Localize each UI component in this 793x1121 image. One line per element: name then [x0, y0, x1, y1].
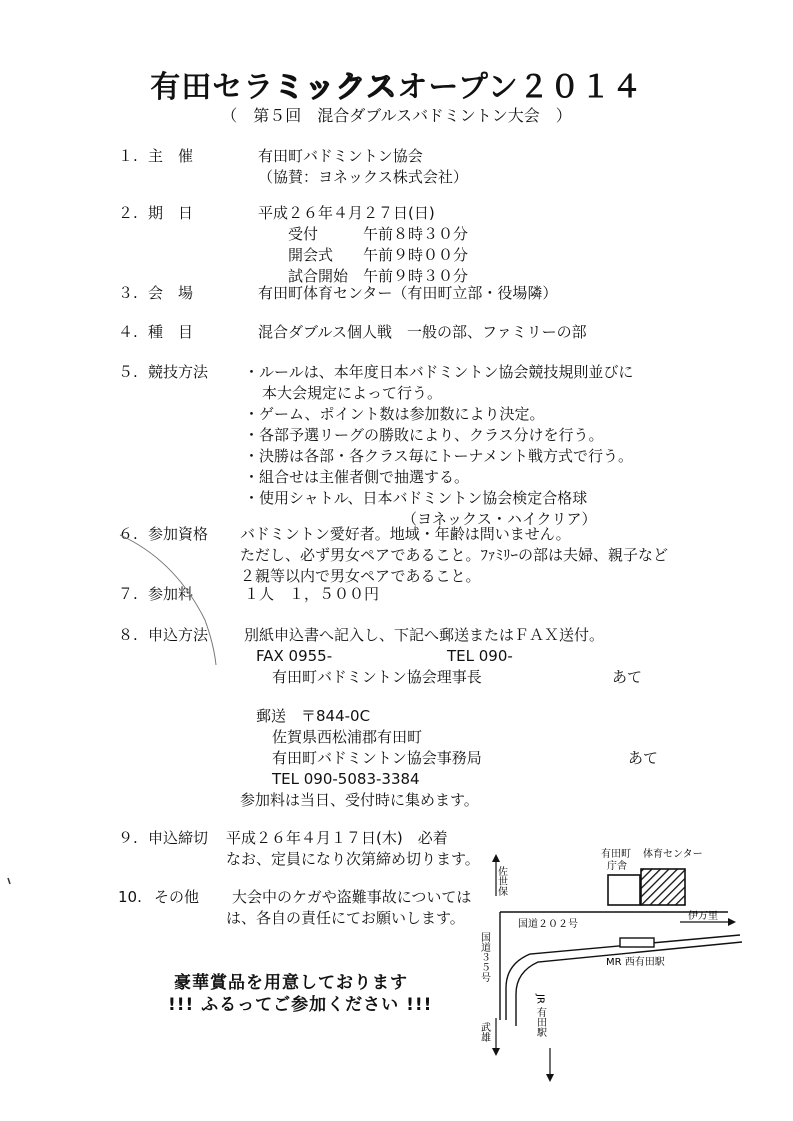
- item-5-line: ・組合せは主催者側で抽選する。: [244, 468, 470, 486]
- postal-line: 郵送 〒844-0C: [256, 707, 371, 725]
- item-3-line: 有田町体育センター（有田町立部・役場隣）: [258, 284, 558, 302]
- item-8-number: ８.: [118, 626, 138, 644]
- item-10-label: その他: [154, 888, 200, 906]
- item-1-line: （協賛：ヨネックス株式会社）: [258, 168, 468, 186]
- item-2-line: 平成２６年４月２７日(日): [258, 204, 435, 222]
- prize-line-2: !!! ふるってご参加ください !!!: [168, 995, 433, 1015]
- item-4-number: ４.: [118, 323, 138, 341]
- item-2-line: 試合開始 午前９時３０分: [288, 267, 469, 285]
- map-label: 体育センター: [643, 849, 703, 860]
- item-9-line: なお、定員になり次第締め切ります。: [226, 850, 480, 868]
- item-6-line: ただし、必ず男女ペアであること。ﾌｧﾐﾘｰの部は夫婦、親子など: [240, 546, 668, 564]
- phone-line: TEL 090-5083-3384: [272, 770, 420, 788]
- item-5-label: 競技方法: [148, 363, 209, 381]
- item-10-line: は、各自の責任にてお願いします。: [226, 909, 465, 927]
- item-9-label: 申込締切: [148, 829, 209, 847]
- item-4-line: 混合ダブルス個人戦 一般の部、ファミリーの部: [258, 323, 587, 341]
- item-7-number: ７.: [118, 585, 138, 603]
- item-10-line: 大会中のケガや盗難事故については: [232, 888, 472, 906]
- prize-line-1: 豪華賞品を用意しております: [174, 973, 408, 993]
- map-label: 有田町: [601, 849, 631, 860]
- address-line: 佐賀県西松浦郡有田町: [272, 728, 423, 746]
- map-label: MR 西有田駅: [606, 957, 665, 968]
- item-5-line: ・ゲーム、ポイント数は参加数により決定。: [244, 405, 545, 423]
- item-5-line: ・使用シャトル、日本バドミントン協会検定合格球: [244, 489, 588, 507]
- item-8-line: 有田町バドミントン協会理事長: [272, 668, 482, 686]
- item-3-label: 会 場: [148, 284, 194, 302]
- title-post: オープン２０１４: [397, 70, 643, 105]
- title-pre: 有田セラ: [150, 70, 275, 105]
- item-8-line: 有田町バドミントン協会事務局: [272, 749, 482, 767]
- item-5-line: 本大会規定によって行う。: [262, 384, 443, 402]
- item-1-line: 有田町バドミントン協会: [258, 147, 423, 165]
- item-6-label: 参加資格: [148, 525, 209, 543]
- item-5-number: ５.: [118, 363, 138, 381]
- map-label: 国道２０２号: [518, 919, 578, 930]
- item-3-number: ３.: [118, 284, 138, 302]
- town-office-building: [608, 875, 640, 905]
- item-5-line: ・決勝は各部・各クラス毎にトーナメント戦方式で行う。: [244, 447, 633, 465]
- access-map: [470, 838, 770, 1088]
- map-label: JR 有田駅: [534, 994, 546, 1038]
- item-8-label: 申込方法: [148, 626, 209, 644]
- item-6-number: ６.: [118, 525, 138, 543]
- station-marker: [620, 938, 654, 947]
- item-9-line: 平成２６年４月１７日(木) 必着: [226, 829, 448, 847]
- map-label: 伊万里: [688, 911, 718, 922]
- item-5-line: （ヨネックス・ハイクリア）: [402, 510, 597, 528]
- item-2-number: ２.: [118, 204, 138, 222]
- item-8-line: 別紙申込書へ記入し、下記へ郵送またはＦＡＸ送付。: [244, 626, 605, 644]
- item-5-line: ・各部予選リーグの勝敗により、クラス分けを行う。: [244, 426, 604, 444]
- item-6-line: バドミントン愛好者。地域・年齢は問いません。: [240, 525, 571, 543]
- item-2-line: 開会式 午前９時００分: [288, 246, 469, 264]
- item-5-line: ・ルールは、本年度日本バドミントン協会競技規則並びに: [244, 363, 634, 381]
- fax-line: FAX 0955-: [256, 647, 333, 665]
- map-label: 武雄: [478, 1022, 490, 1042]
- item-2-label: 期 日: [148, 204, 194, 222]
- item-8-line: 参加料は当日、受付時に集めます。: [240, 791, 479, 809]
- map-label: 佐世保: [495, 866, 507, 896]
- item-1-label: 主 催: [148, 147, 194, 165]
- item-9-number: ９.: [118, 829, 138, 847]
- gym-building: [641, 869, 685, 905]
- map-label: 国道３５号: [478, 932, 490, 982]
- map-label: 庁舎: [607, 861, 627, 872]
- item-6-line: ２親等以内で男女ペアであること。: [240, 567, 481, 585]
- tel-line: TEL 090-: [447, 647, 513, 665]
- item-10-number: 10.: [118, 888, 142, 906]
- item-2-line: 受付 午前８時３０分: [288, 225, 469, 243]
- item-8-line: あて: [628, 749, 659, 767]
- subtitle: （ 第５回 混合ダブルスバドミントン大会 ）: [221, 106, 572, 125]
- item-4-label: 種 目: [148, 323, 194, 341]
- item-7-line: １人 １，５００円: [244, 585, 380, 603]
- item-1-number: １.: [118, 147, 138, 165]
- item-7-label: 参加料: [148, 585, 194, 603]
- title-mid: ミックス: [274, 70, 398, 105]
- item-8-line: あて: [612, 668, 643, 686]
